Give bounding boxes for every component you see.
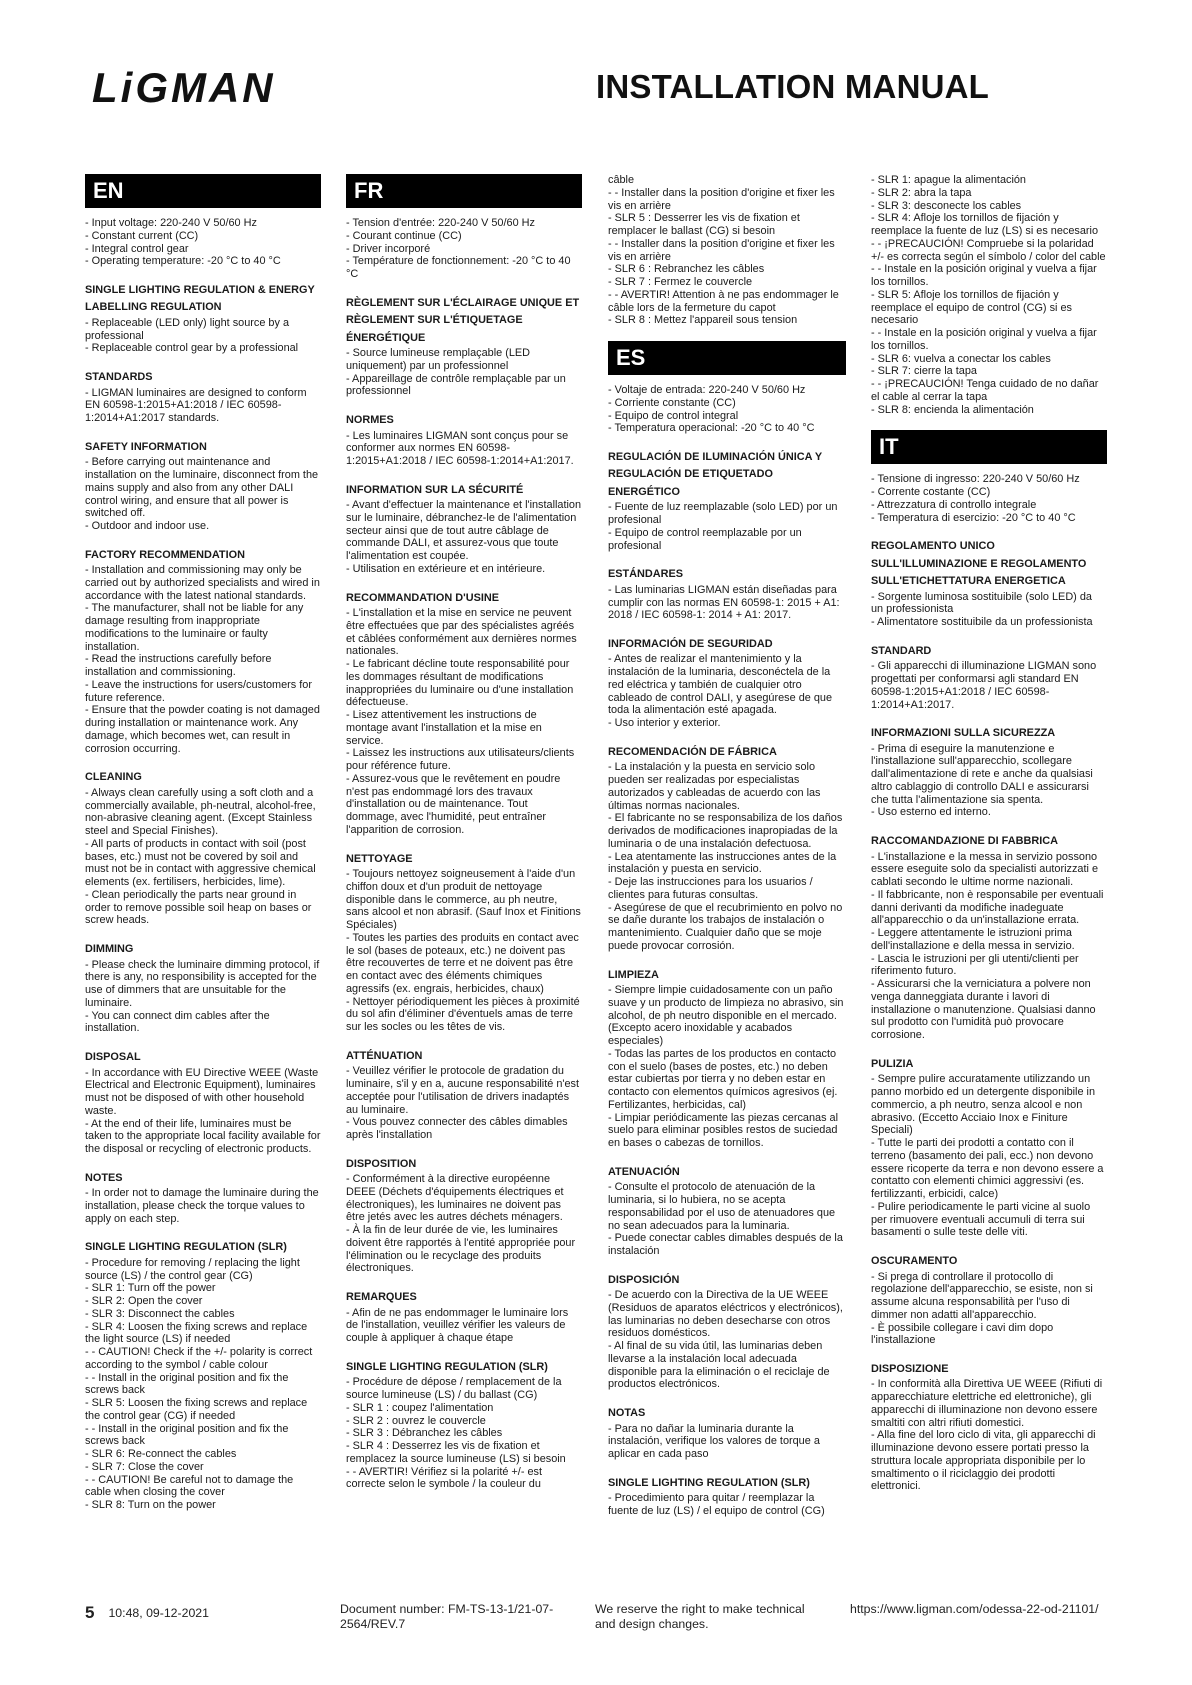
section [85,1049,321,1156]
column-it [871,174,1107,1507]
text-line: - Les luminaires LIGMAN sont conçus pour se conformer aux normes EN 60598-1:2015+A1:2018 / IEC 60598-1:2014+A1:2017. [346,429,574,467]
text-line: - Puede conectar cables dimables después de la instalación [608,1232,843,1257]
text-line: - - CAUTION! Be careful not to damage the cable when closing the cover [85,1473,294,1499]
section [871,538,1107,629]
text-line: - SLR 2: abra la tapa [871,186,972,199]
svg-text:LiGMAN: LiGMAN [92,64,276,110]
text-line: - Prima di eseguire la manutenzione e l'installazione sull'apparecchio, scollegare dall'alimentazione di rete e anche da qualsiasi altro cablaggio di controllo DALI e assicurarsi che tutta l'alimentazione sia spenta. [871,742,1093,806]
section [608,566,846,622]
section-heading: REGULACIÓN DE ILUMINACIÓN ÚNICA Y REGULACIÓN DE ETIQUETADO ENERGÉTICO [608,451,822,498]
text-line: - SLR 5 : Desserrer les vis de fixation et remplacer le ballast (CG) si besoin [608,212,800,237]
section [608,1475,846,1518]
section [608,449,846,552]
text-line: - Tension d'entrée: 220-240 V 50/60 Hz [346,217,535,229]
text-line: - Source lumineuse remplaçable (LED uniquement) par un professionnel [346,347,531,372]
section [871,174,1107,416]
text-line: - In order not to damage the luminaire during the installation, please check the torque values to apply on each step. [85,1187,319,1225]
text-line: - SLR 3: desconecte los cables [871,199,1022,212]
section [346,295,582,398]
text-line: - Gli apparecchi di illuminazione LIGMAN sono progettati per conformarsi agli standard EN 60598-1:2015+A1:2018 / IEC 60598-1:2014+A1:2017. [871,660,1097,711]
text-line: - LIGMAN luminaires are designed to conform EN 60598-1:2015+A1:2018 / IEC 60598-1:2014+A1:2017 standards. [85,386,307,425]
text-line: - SLR 7: cierre la tapa [871,365,977,378]
text-line: - L'installazione e la messa in servizio possono essere eseguite solo da specialisti autorizzati e cablati secondo le ultime norme nazionali. [871,850,1099,889]
section [346,1359,582,1491]
section [871,725,1107,819]
text-line: - Operating temperature: -20 °C to 40 °C [85,255,281,268]
section-heading: DISPOSAL [85,1051,141,1064]
section [608,636,846,730]
section [871,833,1107,1042]
text-line: - Corriente constante (CC) [608,396,736,409]
section-heading: ATTÉNUATION [346,1049,423,1062]
section [608,1405,846,1461]
text-line: - Veuillez vérifier le protocole de gradation du luminaire, s'il y en a, aucune responsabilité n'est acceptée pour l'utilisation de drivers inadaptés au luminaire. [346,1065,579,1116]
text-line: - - ¡PRECAUCIÓN! Compruebe si la polaridad +/- es correcta según el símbolo / color del cable [871,237,1106,263]
text-line: - Sorgente luminosa sostituibile (solo LED) da un professionista [871,590,1092,616]
text-line: - Le fabricant décline toute responsabilité pour les dommages résultant de modifications inappropriées du luminaire ou d'une installation défectueuse. [346,658,574,709]
section [346,482,582,576]
section [346,851,582,1034]
text-line: câble [608,174,635,186]
text-line: - Alla fine del loro ciclo di vita, gli apparecchi di illuminazione devono essere portati presso la struttura locale appropriata disponibile per lo smaltimento o il riciclaggio dei prodotti elettronici. [871,1429,1096,1493]
section [85,217,321,268]
language-header: ES [608,341,846,375]
text-line: - - AVERTIR! Vérifiez si la polarité +/- est correcte selon le symbole / la couleur du [346,1465,542,1491]
text-line: - SLR 7 : Fermez le couvercle [608,276,753,288]
text-line: - Si prega di controllare il protocollo di regolazione dell'apparecchio, se esiste, non si assume alcuna responsabilità per l'uso di dimmer non adatti all'apparecchio. [871,1270,1093,1321]
text-line: - L'installation et la mise en service ne peuvent être effectuées que par des spécialistes agréés et câblées conformément aux dernières normes nationales. [346,607,577,658]
footer-rights: We reserve the right to make technical and design changes. [595,1602,805,1632]
text-line: - Todas las partes de los productos en contacto con el suelo (bases de postes, etc.) no deben estar cubiertas por tierra y no deben estar en contacto con elementos químicos agresivos (ej. Fertilizantes, herbicidas, cal) [608,1047,838,1111]
text-line: - SLR 5: Loosen the fixing screws and replace the control gear (CG) if needed [85,1397,308,1422]
text-line: - Attrezzatura di controllo integrale [871,498,1037,511]
text-line: - Toutes les parties des produits en contact avec le sol (bases de poteaux, etc.) ne doivent pas être recouvertes de terre et ne doivent pas être en contact avec des éléments chimiques agressifs (ex. engrais, herbicides, chaux) [346,931,579,995]
text-line: - - Install in the original position and fix the screws back [85,1422,289,1448]
text-line: - Procedimiento para quitar / reemplazar la fuente de luz (LS) / el equipo de control (CG) [608,1492,825,1518]
text-line: - El fabricante no se responsabiliza de los daños derivados de modificaciones inapropiadas de la luminaria o de una instalación defectuosa. [608,812,843,850]
section-heading: ATENUACIÓN [608,1165,680,1178]
section-heading: DISPOSITION [346,1157,417,1170]
text-line: - Leggere attentamente le istruzioni prima dell'installazione e della messa in servizio. [871,927,1075,952]
text-line: - Consulte el protocolo de atenuación de la luminaria, si lo hubiera, no se acepta responsabilidad por el uso de atenuadores que no sean adecuados para la luminaria. [608,1181,836,1232]
text-line: - Please check the luminaire dimming protocol, if there is any, no responsibility is accepted for the use of dimmers that are unsuitable for the luminaire. [85,958,320,1009]
text-line: - SLR 7: Close the cover [85,1460,204,1473]
text-line: - Temperatura di esercizio: -20 °C to 40 °C [871,511,1076,524]
text-line: - Always clean carefully using a soft cloth and a commercially available, ph-neutral, alcohol-free, non-abrasive cleaning agent. (Except Stainless steel and Special Finishes). [85,786,316,838]
section [346,1156,582,1275]
text-line: - SLR 3 : Débranchez les câbles [346,1427,503,1440]
text-line: - Tensione di ingresso: 220-240 V 50/60 Hz [871,473,1080,486]
section-heading: ESTÁNDARES [608,568,684,581]
text-line: - Conformément à la directive européenne DEEE (Déchets d'équipements électriques et électroniques), les luminaires ne doivent pas être jetés avec les autres déchets ménagers. [346,1173,564,1224]
section [346,1289,582,1345]
section [85,547,321,756]
section-heading: DIMMING [85,943,134,956]
text-line: - Equipo de control integral [608,409,739,422]
text-line: - SLR 6: vuelva a conectar los cables [871,352,1051,365]
text-line: - Sempre pulire accuratamente utilizzando un panno morbido ed un detergente disponibile in commercio, a ph neutro, senza alcool e non abrasivo. (Eccetto Acciaio Inox e Finiture Speciali) [871,1073,1096,1137]
text-line: - Asegúrese de que el recubrimiento en polvo no se dañe durante los trabajos de instalación o mantenimiento. Cualquier daño que se moje puede provocar corrosión. [608,901,843,952]
footer-document-number: Document number: FM-TS-13-1/21-07-2564/REV.7 [340,1602,554,1632]
text-line: - Las luminarias LIGMAN están diseñadas para cumplir con las normas EN 60598-1: 2015 + A1: 2018 / IEC 60598-1: 2014 + A1: 2017. [608,583,840,622]
text-line: - SLR 6: Re-connect the cables [85,1448,237,1461]
section [608,384,846,435]
text-line: - Uso esterno ed interno. [871,806,991,819]
text-line: - Replaceable control gear by a professional [85,342,299,355]
text-line: - Avant d'effectuer la maintenance et l'installation sur le luminaire, débranchez-le de l'alimentation secteur ainsi que de tout autre câblage de commande DALI, et assurez-vous que toute l'alimentation est coupée. [346,499,582,563]
section [608,967,846,1150]
section [346,1048,582,1142]
section [346,412,582,468]
section-heading: RECOMMANDATION D'USINE [346,591,500,604]
text-line: - SLR 2 : ouvrez le couvercle [346,1414,486,1427]
section [871,1253,1107,1347]
section-heading: SINGLE LIGHTING REGULATION & ENERGY LABELLING REGULATION [85,284,315,314]
text-line: - SLR 8: Turn on the power [85,1499,216,1512]
section [85,1239,321,1511]
text-line: - Procédure de dépose / remplacement de la source lumineuse (LS) / du ballast (CG) [346,1376,562,1402]
text-line: - Before carrying out maintenance and installation on the luminaire, disconnect from the mains supply and also from any other DALI control wiring, and ensure that all power is switched off. [85,456,319,520]
section-heading: DISPOSIZIONE [871,1363,949,1375]
text-line: - Lascia le istruzioni per gli utenti/clienti per riferimento futuro. [871,952,1079,978]
text-line: - Assicurarsi che la verniciatura a polvere non venga danneggiata durante i lavori di installazione o manutenzione. Qualsiasi danno sul prodotto con l'umidità può provocare corrosione. [871,978,1096,1042]
section-heading: SINGLE LIGHTING REGULATION (SLR) [346,1360,548,1373]
text-line: - Procedure for removing / replacing the light source (LS) / the control gear (CG) [85,1256,300,1282]
section-heading: RÈGLEMENT SUR L'ÉCLAIRAGE UNIQUE ET RÈGLEMENT SUR L'ÉTIQUETAGE ÉNERGÉTIQUE [346,296,580,344]
text-line: - Alimentatore sostituibile da un professionista [871,616,1093,629]
language-header: EN [85,174,321,208]
section-heading: DISPOSICIÓN [608,1273,680,1286]
text-line: - In accordance with EU Directive WEEE (Waste Electrical and Electronic Equipment), luminaires must not be disposed of with other household waste. [85,1066,319,1117]
text-line: - Clean periodically the parts near ground in order to remove possible soil heap on bases or screw heads. [85,888,312,927]
section-heading: NOTAS [608,1407,646,1420]
text-line: - SLR 2: Open the cover [85,1295,203,1308]
document-title: INSTALLATION MANUAL [596,68,990,105]
text-line: - Constant current (CC) [85,229,199,242]
text-line: - SLR 6 : Rebranchez les câbles [608,263,765,276]
section-heading: RECOMENDACIÓN DE FÁBRICA [608,745,777,758]
section [85,369,321,425]
text-line: - Input voltage: 220-240 V 50/60 Hz [85,217,257,229]
text-line: - La instalación y la puesta en servicio solo pueden ser realizadas por especialistas autorizados y cableadas de acuerdo con las últimas normas nacionales. [608,761,821,812]
footer-timestamp: 10:48, 09-12-2021 [108,1606,209,1620]
text-line: - Installation and commissioning may only be carried out by authorized specialists and wired in accordance with the latest national standards. [85,564,320,602]
text-line: - Fuente de luz reemplazable (solo LED) por un profesional [608,501,838,527]
text-line: - SLR 1 : coupez l'alimentation [346,1401,494,1414]
footer-url[interactable]: https://www.ligman.com/odessa-22-od-21101/ [850,1602,1099,1616]
text-line: - Al final de su vida útil, las luminarias deben llevarse a la instalación local adecuada disponible para la eliminación o el reciclaje de productos electrónicos. [608,1340,830,1391]
text-line: - Il fabbricante, non è responsabile per eventuali danni derivanti da modifiche inadeguate all'apparecchio o da un'installazione errata. [871,888,1104,927]
text-line: - SLR 5: Afloje los tornillos de fijación y reemplace el equipo de control (CG) si es necesario [871,288,1072,327]
column-en [85,174,321,1526]
text-line: - Limpiar periódicamente las piezas cercanas al suelo para eliminar posibles restos de suciedad en bases o cabezas de tornillos. [608,1111,839,1150]
section [346,217,582,281]
section-heading: STANDARDS [85,371,153,384]
section-heading: INFORMAZIONI SULLA SICUREZZA [871,727,1056,740]
section-heading: CLEANING [85,771,142,784]
text-line: - At the end of their life, luminaires must be taken to the appropriate local facility available for the disposal or recycling of electronic products. [85,1117,321,1155]
text-line: - SLR 3: Disconnect the cables [85,1307,235,1320]
text-line: - SLR 4: Afloje los tornillos de fijación y reemplace la fuente de luz (LS) si es necesario [871,212,1099,237]
text-line: - È possibile collegare i cavi dim dopo l'installazione [871,1321,1054,1347]
text-line: - Equipo de control reemplazable por un profesional [608,526,802,552]
section-heading: FACTORY RECOMMENDATION [85,548,245,561]
section [608,174,846,327]
text-line: - All parts of products in contact with soil (post bases, etc.) must not be covered by soil and must not be in contact with aggressive chemical elements (ex. fertilisers, herbicides, lime). [85,837,316,889]
text-line: - Lea atentamente las instrucciones antes de la instalación y puesta en servicio. [608,850,837,876]
section [608,744,846,953]
text-line: - Leave the instructions for users/customers for future reference. [85,678,312,704]
text-line: - Pulire periodicamente le parti vicine al suolo per rimuovere eventuali accumuli di terra sui basamenti o sulle teste delle viti. [871,1200,1091,1239]
text-line: - De acuerdo con la Directiva de la UE WEEE (Residuos de aparatos eléctricos y electrónicos), las luminarias no deben desecharse con otros residuos domésticos. [608,1289,843,1340]
text-line: - SLR 1: Turn off the power [85,1282,216,1295]
page-number: 5 [85,1603,95,1622]
text-line: - Integral control gear [85,242,189,255]
text-line: - - ¡PRECAUCIÓN! Tenga cuidado de no dañar el cable al cerrar la tapa [871,378,1099,403]
text-line: - Appareillage de contrôle remplaçable par un professionnel [346,372,566,398]
text-line: - - Instale en la posición original y vuelva a fijar los tornillos. [871,327,1097,352]
text-line: - - AVERTIR! Attention à ne pas endommager le câble lors de la fermeture du capot [608,288,839,314]
text-line: - Tutte le parti dei prodotti a contatto con il terreno (basamento dei pali, ecc.) non devono essere ricoperte da terra e non devono essere a contatto con elementi chimici aggressivi (es. fertilizzanti, erbicidi, calce) [871,1137,1104,1201]
text-line: - Read the instructions carefully before installation and commissioning. [85,653,272,679]
text-line: - - Install in the original position and fix the screws back [85,1371,289,1397]
text-line: - Vous pouvez connecter des câbles dimables après l'installation [346,1116,568,1141]
section-heading: REGOLAMENTO UNICO SULL'ILLUMINAZIONE E REGOLAMENTO SULL'ETICHETTATURA ENERGETICA [871,540,1087,588]
section-heading: SINGLE LIGHTING REGULATION (SLR) [608,1476,810,1489]
section-heading: INFORMATION SUR LA SÉCURITÉ [346,483,524,496]
text-line: - - Installer dans la position d'origine et fixer les vis en arrière [608,186,835,212]
section [871,643,1107,711]
text-line: - Driver incorporé [346,242,431,255]
text-line: - Para no dañar la luminaria durante la instalación, verifique los valores de torque a aplicar en cada paso [608,1422,820,1461]
text-line: - Laissez les instructions aux utilisateurs/clients pour référence future. [346,747,575,773]
text-line: - - Installer dans la position d'origine et fixer les vis en arrière [608,237,835,263]
section [346,590,582,837]
text-line: - Ensure that the powder coating is not damaged during installation or maintenance work. Any damage, which becomes wet, can result in corrosion occurring. [85,704,320,755]
text-line: - Température de fonctionnement: -20 °C to 40 °C [346,255,571,280]
text-line: - You can connect dim cables after the installation. [85,1009,270,1035]
text-line: - Antes de realizar el mantenimiento y la instalación de la luminaria, desconéctela de la red eléctrica y también de cualquier otro cableado de control DALI, y asegúrese de que toda la alimentación esté apagada. [608,653,833,717]
section [85,1170,321,1226]
section [871,473,1107,524]
section-heading: STANDARD [871,644,932,657]
text-line: - Nettoyer périodiquement les pièces à proximité du sol afin d'éliminer d'éventuels amas de terre sur les socles ou les têtes de vis. [346,995,580,1034]
section-heading: INFORMACIÓN DE SEGURIDAD [608,638,773,650]
text-line: - Deje las instrucciones para los usuarios / clientes para futuras consultas. [608,876,813,901]
section-heading: RACCOMANDAZIONE DI FABBRICA [871,835,1058,848]
section-heading: REMARQUES [346,1291,417,1304]
section [608,1164,846,1258]
text-line: - SLR 1: apague la alimentación [871,174,1026,186]
text-line: - Afin de ne pas endommager le luminaire lors de l'installation, veuillez vérifier les valeurs de couple à appliquer à chaque étape [346,1306,569,1345]
text-line: - In conformità alla Direttiva UE WEEE (Rifiuti di apparecchiature elettriche ed elettroniche), gli apparecchi di illuminazione non devono essere smaltiti con altri rifiuti domestici. [871,1378,1103,1429]
text-line: - - Instale en la posición original y vuelva a fijar los tornillos. [871,263,1097,288]
text-line: - Replaceable (LED only) light source by a professional [85,316,289,342]
text-line: - Temperatura operacional: -20 °C to 40 °C [608,422,815,435]
section [85,439,321,533]
column-fr [346,174,582,1505]
footer-page [85,1602,209,1623]
text-line: - À la fin de leur durée de vie, les luminaires doivent être rapportés à l'entité appropriée pour l'élimination ou le recyclage des produits électroniques. [346,1224,576,1275]
section-heading: PULIZIA [871,1057,914,1070]
text-line: - Siempre limpie cuidadosamente con un paño suave y un producto de limpieza no abrasivo, sin alcohol, de ph neutro disponible en el mercado. (Excepto acero inoxidable y acabados especiales) [608,984,844,1048]
text-line: - Outdoor and indoor use. [85,520,210,532]
text-line: - Courant continue (CC) [346,229,462,242]
text-line: - Utilisation en extérieure et en intérieure. [346,562,546,575]
section-heading: OSCURAMENTO [871,1255,958,1268]
section [85,282,321,355]
section [608,1272,846,1391]
section [85,769,321,927]
column-es [608,174,846,1532]
text-line: - Assurez-vous que le revêtement en poudre n'est pas endommagé lors des travaux d'installation ou de maintenance. Tout dommage, avec l'humidité, peut entraîner l'apparition de corrosion. [346,772,561,836]
text-line: - Lisez attentivement les instructions de montage avant l'installation et la mise en service. [346,709,542,747]
language-header: FR [346,174,582,208]
ligman-logo [90,62,305,110]
language-header: IT [871,430,1107,464]
section [871,1056,1107,1239]
text-line: - The manufacturer, shall not be liable for any damage resulting from inappropriate modifications to the luminaire or faulty installation. [85,602,304,653]
section [871,1361,1107,1493]
text-line: - Corrente costante (CC) [871,486,991,498]
text-line: - - CAUTION! Check if the +/- polarity is correct according to the symbol / cable colour [85,1346,313,1371]
text-line: - Toujours nettoyez soigneusement à l'aide d'un chiffon doux et d'un produit de nettoyage disponible dans le commerce, au ph neutre, sans alcool et non abrasif. (Sauf Inox et Finitions Spéciales) [346,868,581,932]
section-heading: SAFETY INFORMATION [85,440,207,453]
section-heading: NETTOYAGE [346,852,413,865]
section-heading: SINGLE LIGHTING REGULATION (SLR) [85,1241,287,1254]
section-heading: NORMES [346,414,394,427]
text-line: - Voltaje de entrada: 220-240 V 50/60 Hz [608,384,806,396]
section [85,941,321,1035]
section-heading: LIMPIEZA [608,968,659,981]
text-line: - SLR 4 : Desserrez les vis de fixation et remplacez la source lumineuse (LS) si besoin [346,1440,566,1465]
text-line: - SLR 4: Loosen the fixing screws and replace the light source (LS) if needed [85,1320,308,1346]
text-line: - Uso interior y exterior. [608,717,721,730]
text-line: - SLR 8 : Mettez l'appareil sous tension [608,314,798,327]
section-heading: NOTES [85,1171,123,1184]
text-line: - SLR 8: encienda la alimentación [871,403,1034,416]
